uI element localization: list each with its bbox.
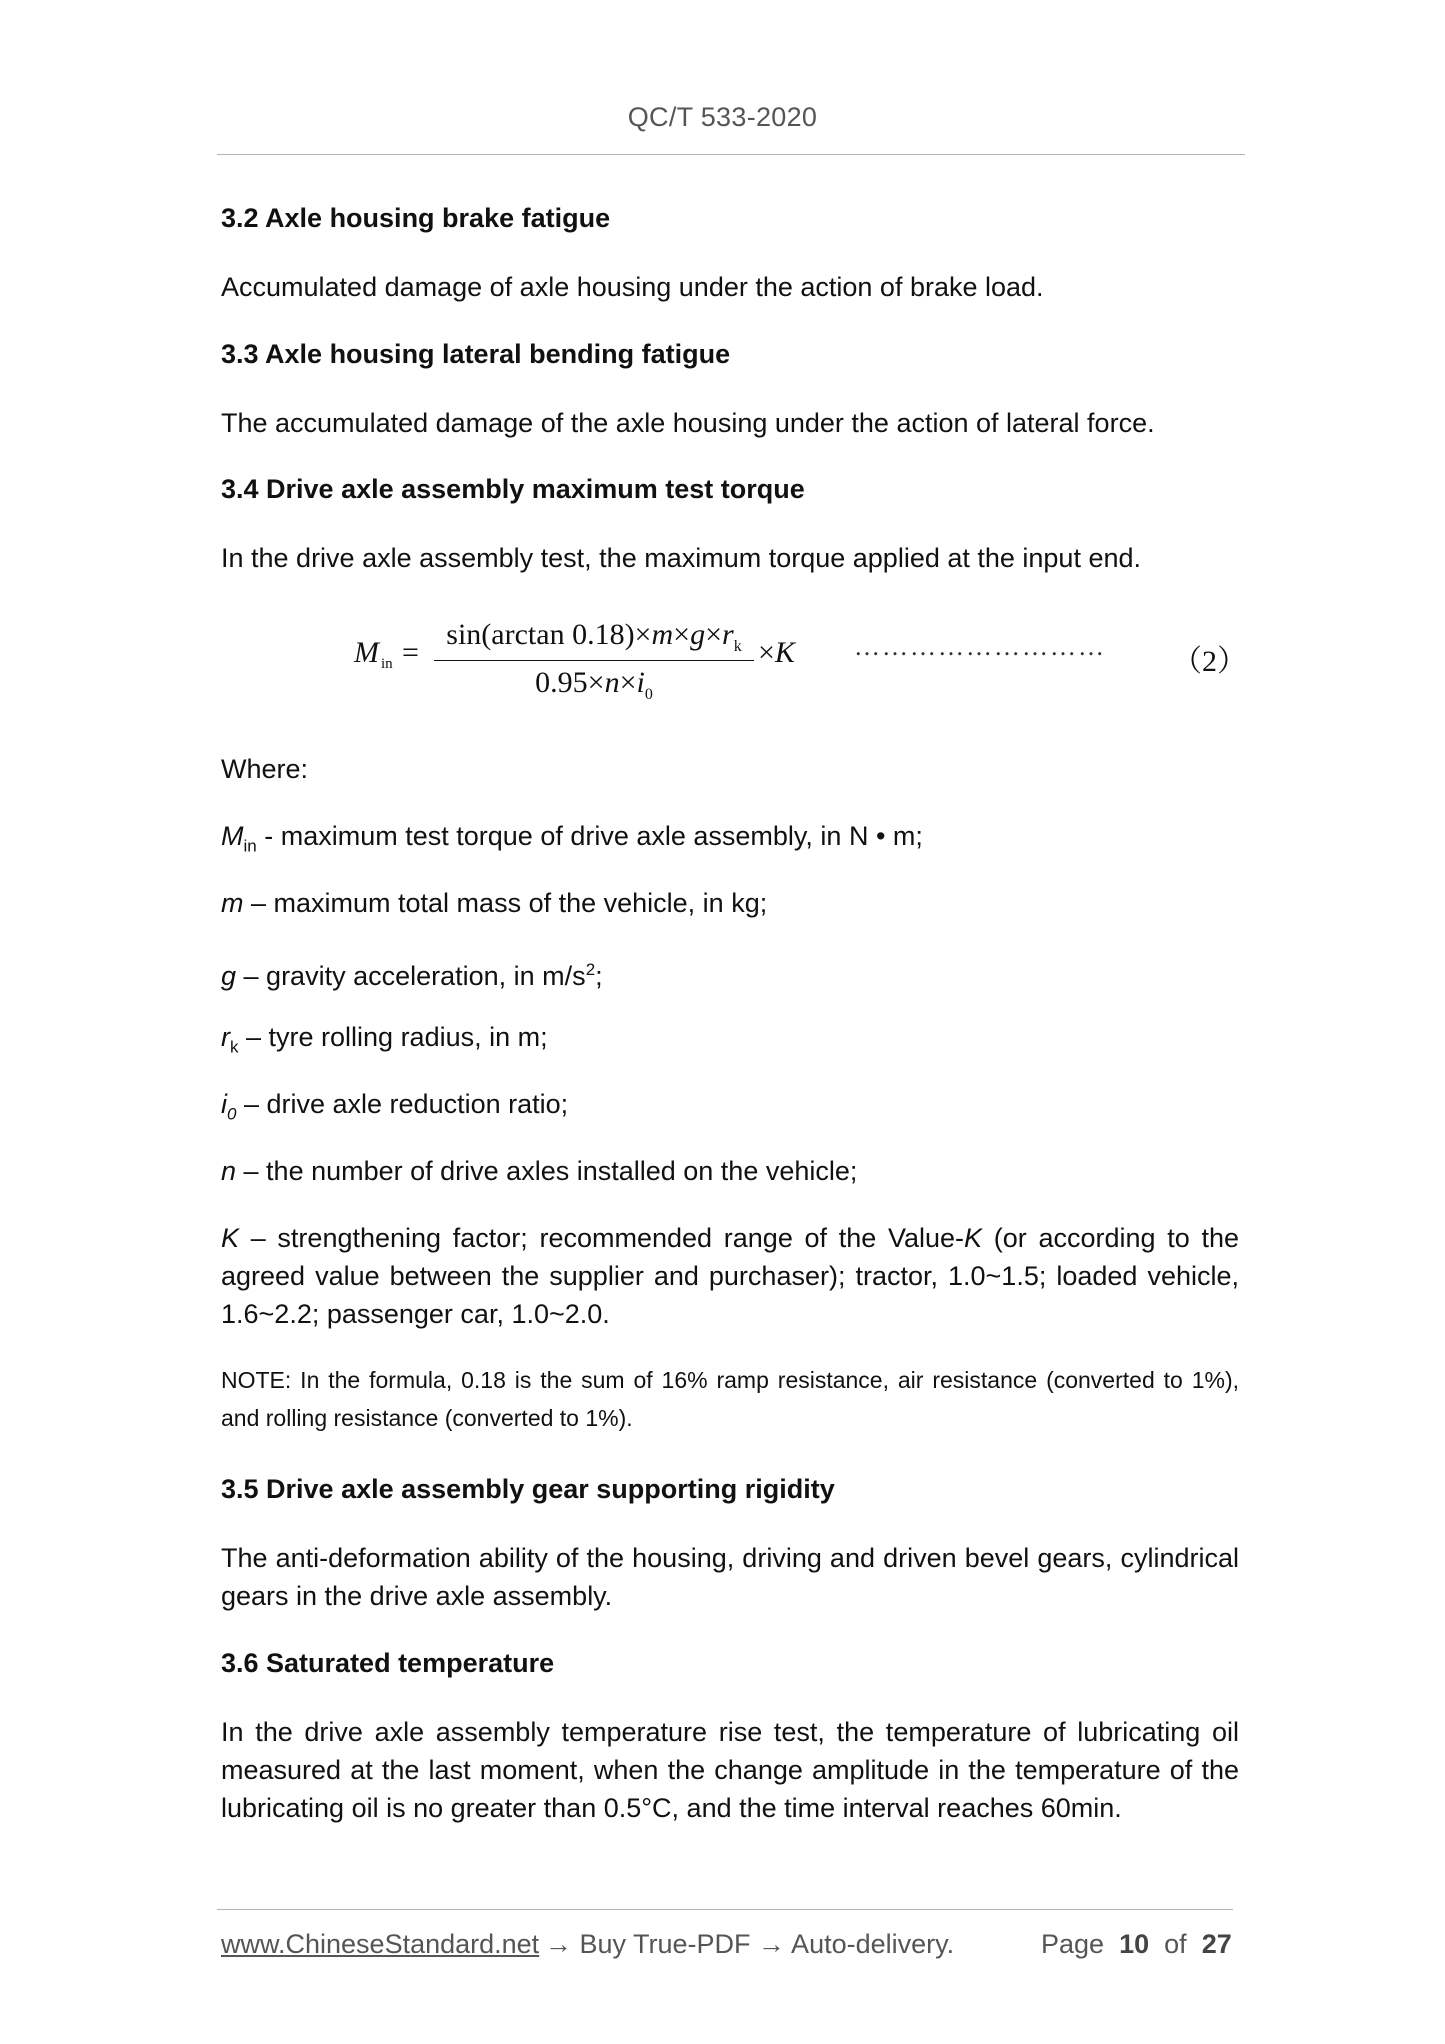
- formula-denominator: $0.95\times n\times i_0$: [535, 666, 653, 703]
- formula-lhs: M $_{in}$: [354, 636, 393, 672]
- footer-divider: [217, 1909, 1233, 1910]
- section-3-4-body: In the drive axle assembly test, the maximum torque applied at the input end.: [221, 543, 1142, 573]
- formula-factor-k: ×K: [758, 636, 795, 669]
- def-g: g – gravity acceleration, in $m/s^2$;: [221, 960, 603, 991]
- page-number: Page 10 of 27: [1041, 1929, 1232, 1959]
- section-3-6-body: In the drive axle assembly temperature rise test, the temperature of lubricating oil measured at the last moment, when the change amplitude in the temperature of the lubricating oil is no greater than 0.5°C, and the time interval reaches 60min.: [221, 1717, 1239, 1823]
- def-k: K – strengthening factor; recommended range of the Value-K (or according to the agreed value between the supplier and purchaser); tractor, 1.0~1.5; loaded vehicle, 1.6~2.2; passenger car, 1.0~2.0.: [221, 1223, 1239, 1329]
- def-n: n – the number of drive axles installed on the vehicle;: [221, 1156, 858, 1186]
- formula-equals: =: [402, 636, 419, 669]
- section-3-3-title: 3.3 Axle housing lateral bending fatigue: [221, 339, 731, 369]
- def-m: m – maximum total mass of the vehicle, in kg;: [221, 888, 768, 918]
- section-3-2-body: Accumulated damage of axle housing under the action of brake load.: [221, 272, 1044, 302]
- torque-formula: [350, 614, 1250, 714]
- def-rk: $r_k$ – tyre rolling radius, in m;: [221, 1022, 548, 1057]
- section-3-2-title: 3.2 Axle housing brake fatigue: [221, 203, 611, 233]
- header-divider: [217, 154, 1245, 155]
- section-3-5-title: 3.5 Drive axle assembly gear supporting rigidity: [221, 1474, 835, 1504]
- section-3-4-title: 3.4 Drive axle assembly maximum test torque: [221, 474, 805, 504]
- formula-number: （2）: [1172, 645, 1247, 678]
- formula-numerator: sin(arctan $0.18)\times m\times g\times r_k$: [446, 618, 742, 655]
- where-label: Where:: [221, 754, 309, 784]
- def-min: $M_{in}$ - maximum test torque of drive axle assembly, in N • m;: [221, 821, 923, 856]
- section-3-3-body: The accumulated damage of the axle housing under the action of lateral force.: [221, 408, 1155, 438]
- footer-tagline: → Buy True-PDF → Auto-delivery.: [545, 1929, 955, 1959]
- def-i0: $i_0$ – drive axle reduction ratio;: [221, 1089, 569, 1124]
- formula-fraction-bar: [434, 660, 754, 661]
- document-id-header: QC/T 533-2020: [627, 102, 818, 132]
- section-3-6-title: 3.6 Saturated temperature: [221, 1648, 555, 1678]
- section-3-5-body: The anti-deformation ability of the housing, driving and driven bevel gears, cylindrical gears in the drive axle assembly.: [221, 1543, 1239, 1611]
- formula-note: NOTE: In the formula, 0.18 is the sum of 16% ramp resistance, air resistance (converted to 1%), and rolling resistance (converted to 1%).: [221, 1367, 1239, 1431]
- formula-leader-dots: ………………………: [854, 632, 1106, 661]
- footer-website-link[interactable]: www.ChineseStandard.net: [221, 1929, 540, 1959]
